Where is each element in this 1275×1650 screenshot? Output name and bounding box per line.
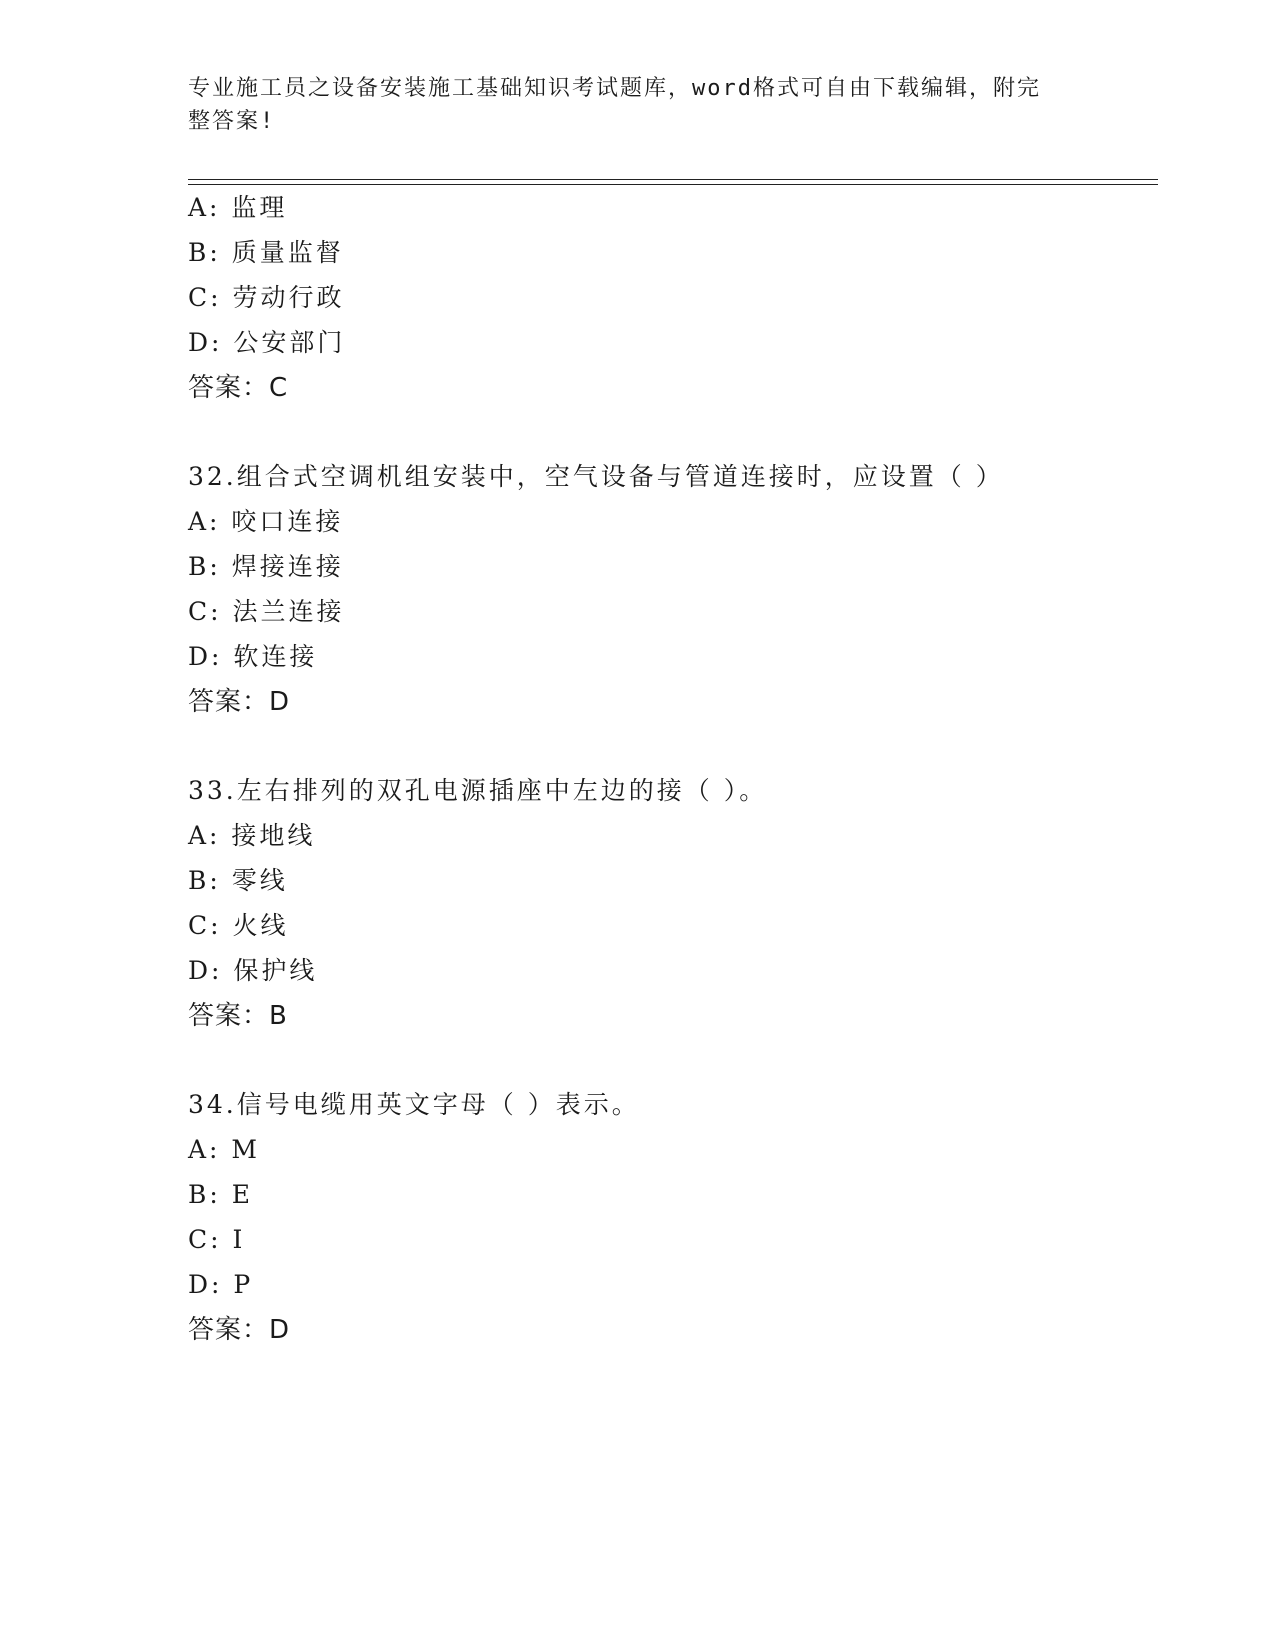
header-line-1: 专业施工员之设备安装施工基础知识考试题库，word格式可自由下载编辑，附完 — [188, 76, 1041, 101]
q31-option-c: C: 劳动行政 — [188, 283, 345, 312]
q33-option-a: A: 接地线 — [188, 821, 316, 850]
q34-option-b: B: E — [188, 1180, 253, 1209]
q34-option-d: D: P — [188, 1270, 254, 1299]
q32-answer: 答案：D — [188, 687, 291, 717]
q31-option-b: B: 质量监督 — [188, 238, 344, 267]
q31-option-d: D: 公安部门 — [188, 328, 346, 357]
q33-option-c: C: 火线 — [188, 911, 289, 940]
q32-option-c: C: 法兰连接 — [188, 597, 345, 626]
q34-answer: 答案：D — [188, 1315, 291, 1345]
q33-stem: 33.左右排列的双孔电源插座中左边的接（ ）。 — [188, 776, 768, 805]
q32-option-a: A: 咬口连接 — [188, 507, 344, 536]
header-divider-bottom — [188, 184, 1158, 185]
q33-answer: 答案：B — [188, 1001, 288, 1031]
q32-stem: 32.组合式空调机组安装中，空气设备与管道连接时，应设置（ ） — [188, 462, 1004, 491]
q34-stem: 34.信号电缆用英文字母（ ）表示。 — [188, 1090, 640, 1119]
q34-option-c: C: I — [188, 1225, 246, 1254]
q32-option-d: D: 软连接 — [188, 642, 318, 671]
q34-option-a: A: M — [188, 1135, 261, 1164]
q31-answer: 答案：C — [188, 373, 289, 403]
header-divider-top — [188, 179, 1158, 180]
document-header — [188, 72, 1068, 138]
q31-option-a: A: 监理 — [188, 193, 288, 222]
header-line-2: 整答案! — [188, 109, 276, 134]
q33-option-b: B: 零线 — [188, 866, 288, 895]
q33-option-d: D: 保护线 — [188, 956, 318, 985]
q32-option-b: B: 焊接连接 — [188, 552, 344, 581]
